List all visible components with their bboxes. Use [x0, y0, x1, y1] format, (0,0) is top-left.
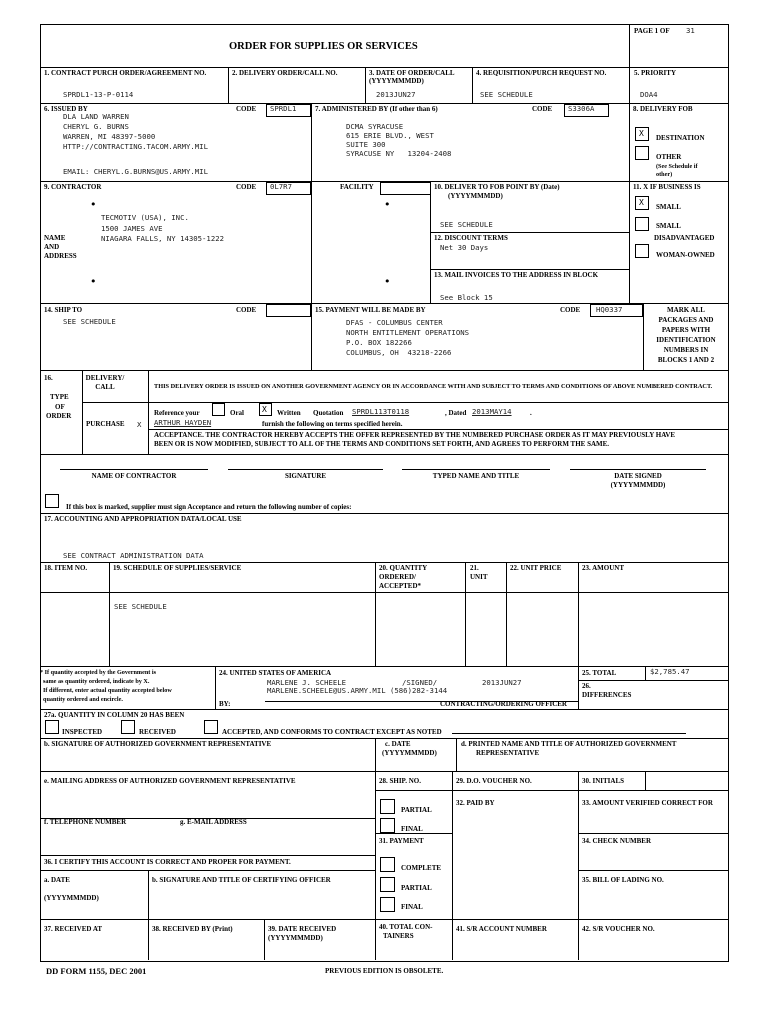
payment-complete-label: COMPLETE	[401, 864, 442, 872]
payment-partial-checkbox[interactable]	[380, 877, 395, 892]
inspected-label: INSPECTED	[62, 728, 103, 736]
address-bullet-top-right: •	[384, 198, 391, 211]
issued-by-label: 6. ISSUED BY	[44, 105, 88, 113]
contractor-code-label: CODE	[236, 183, 257, 191]
purchase-label: PURCHASE	[86, 420, 125, 428]
printed-name-label-1: d. PRINTED NAME AND TITLE OF AUTHORIZED GOVERNMENT	[461, 740, 677, 748]
facility-label: FACILITY	[340, 183, 374, 191]
received-by-label: 38. RECEIVED BY (Print)	[152, 925, 233, 933]
block-16-number: 16.	[44, 374, 53, 382]
dated-value: 2013MAY14	[472, 407, 512, 416]
administered-line-3: SUITE 300	[346, 140, 386, 149]
contractor-code-value: 0L7R7	[270, 182, 292, 191]
address-bullet-bottom-right: •	[384, 275, 391, 288]
business-label: 11. X IF BUSINESS IS	[633, 183, 701, 191]
payment-line-4: COLUMBUS, OH 43218-2266	[346, 348, 452, 357]
c-date-format: (YYYYMMMDD)	[382, 749, 437, 757]
invoices-value: See Block 15	[440, 293, 493, 302]
other-checkbox[interactable]	[635, 146, 649, 160]
ship-final-label: FINAL	[401, 825, 423, 833]
payment-partial-label: PARTIAL	[401, 884, 432, 892]
address-label: ADDRESS	[44, 252, 77, 260]
ship-to-code-label: CODE	[236, 306, 257, 314]
order-date-label: 3. DATE OF ORDER/CALL	[369, 69, 455, 77]
destination-label: DESTINATION	[656, 134, 705, 142]
destination-checkbox[interactable]	[635, 127, 649, 141]
other-note-1: (See Schedule if	[656, 163, 698, 170]
payment-31-label: 31. PAYMENT	[379, 837, 424, 845]
received-checkbox[interactable]	[121, 720, 135, 734]
page-total: 31	[686, 26, 695, 35]
requisition-label: 4. REQUISITION/PURCH REQUEST NO.	[476, 69, 607, 77]
usa-label: 24. UNITED STATES OF AMERICA	[219, 669, 332, 677]
initials-label: 30. INITIALS	[582, 777, 625, 785]
page-label: PAGE 1 OF	[634, 27, 670, 35]
name-label: NAME	[44, 234, 66, 242]
quantity-label-3: ACCEPTED*	[379, 582, 422, 590]
differences-label-2: DIFFERENCES	[582, 691, 632, 699]
quotation-label: Quotation	[313, 409, 344, 417]
amount-label: 23. AMOUNT	[582, 564, 624, 572]
discount-label: 12. DISCOUNT TERMS	[434, 234, 508, 242]
officer-date: 2013JUN27	[482, 678, 522, 687]
contracting-officer-label: CONTRACTING/ORDERING OFFICER	[440, 700, 567, 708]
contractor-name-label: NAME OF CONTRACTOR	[91, 472, 177, 480]
inspected-checkbox[interactable]	[45, 720, 59, 734]
payment-code-value: HQ0337	[596, 305, 623, 314]
payment-complete-checkbox[interactable]	[380, 857, 395, 872]
administered-line-4: SYRACUSE NY 13204-2408	[346, 149, 452, 158]
quantity-column-label: 27a. QUANTITY IN COLUMN 20 HAS BEEN	[44, 711, 185, 719]
ship-to-label: 14. SHIP TO	[44, 306, 83, 314]
administered-code-label: CODE	[532, 105, 553, 113]
written-label: Written	[277, 409, 301, 417]
reference-label: Reference your	[154, 409, 200, 417]
received-at-label: 37. RECEIVED AT	[44, 925, 103, 933]
purchase-mark: X	[137, 420, 142, 429]
order-label: ORDER	[46, 412, 72, 420]
signature-label: SIGNATURE	[284, 472, 327, 480]
type-label: TYPE	[50, 393, 69, 401]
of-label: OF	[55, 403, 65, 411]
ship-to-value: SEE SCHEDULE	[63, 317, 116, 326]
contractor-line-3: NIAGARA FALLS, NY 14305-1222	[101, 234, 225, 243]
officer-signed: /SIGNED/	[402, 678, 438, 687]
certifying-officer-label: b. SIGNATURE AND TITLE OF CERTIFYING OFFICER	[152, 876, 331, 884]
mark-all-line-2: PACKAGES AND	[658, 316, 714, 324]
received-label: RECEIVED	[139, 728, 176, 736]
other-label: OTHER	[656, 153, 682, 161]
deliver-to-value: SEE SCHEDULE	[440, 220, 493, 229]
paid-by-label: 32. PAID BY	[456, 799, 495, 807]
ship-no-label: 28. SHIP. NO.	[379, 777, 421, 785]
a-date-label: a. DATE	[44, 876, 70, 884]
administered-by-label: 7. ADMINISTERED BY (If other than 6)	[315, 105, 438, 113]
typed-name-label: TYPED NAME AND TITLE	[432, 472, 520, 480]
call-label: CALL	[95, 383, 115, 391]
total-containers-label-1: 40. TOTAL CON-	[379, 923, 433, 931]
date-signed-label: DATE SIGNED	[614, 472, 662, 480]
issued-line-2: CHERYL G. BURNS	[63, 122, 129, 131]
priority-label: 5. PRIORITY	[634, 69, 677, 77]
disadvantaged-label-2: DISADVANTAGED	[654, 234, 715, 242]
quantity-label-2: ORDERED/	[379, 573, 416, 581]
schedule-label: 19. SCHEDULE OF SUPPLIES/SERVICE	[113, 564, 242, 572]
person-value: ARTHUR HAYDEN	[154, 418, 212, 427]
footnote-line-4: quantity ordered and encircle.	[43, 696, 123, 703]
email-address-label: g. E-MAIL ADDRESS	[180, 818, 247, 826]
deliver-to-format: (YYYYMMMDD)	[448, 192, 503, 200]
issued-line-4: HTTP://CONTRACTING.TACOM.ARMY.MIL	[63, 142, 208, 151]
oral-checkbox[interactable]	[212, 403, 225, 416]
form-title: ORDER FOR SUPPLIES OR SERVICES	[229, 41, 418, 52]
contract-label: 1. CONTRACT PURCH ORDER/AGREEMENT NO.	[44, 69, 207, 77]
contract-number: SPRDL1-13-P-0114	[63, 90, 134, 99]
telephone-label: f. TELEPHONE NUMBER	[44, 818, 127, 826]
issued-email: EMAIL: CHERYL.G.BURNS@US.ARMY.MIL	[63, 167, 208, 176]
requisition-value: SEE SCHEDULE	[480, 90, 533, 99]
accounting-value: SEE CONTRACT ADMINISTRATION DATA	[63, 551, 204, 560]
unit-price-label: 22. UNIT PRICE	[510, 564, 562, 572]
check-number-label: 34. CHECK NUMBER	[582, 837, 652, 845]
item-no-label: 18. ITEM NO.	[44, 564, 88, 572]
bill-of-lading-label: 35. BILL OF LADING NO.	[582, 876, 664, 884]
furnish-text: furnish the following on terms specified herein.	[262, 420, 403, 428]
small-label: SMALL	[656, 203, 681, 211]
woman-owned-label: WOMAN-OWNED	[656, 251, 715, 259]
delivery-fob-label: 8. DELIVERY FOB	[633, 105, 693, 113]
delivery-order-label: 2. DELIVERY ORDER/CALL NO.	[232, 69, 338, 77]
mark-all-line-3: PAPERS WITH	[661, 326, 711, 334]
quotation-value: SPRDL113T0118	[352, 407, 410, 416]
issued-code-label: CODE	[236, 105, 257, 113]
sr-account-label: 41. S/R ACCOUNT NUMBER	[456, 925, 547, 933]
address-bullet-bottom-left: •	[90, 275, 97, 288]
total-containers-label-2: TAINERS	[383, 932, 414, 940]
a-date-format: (YYYYMMMDD)	[44, 894, 99, 902]
copies-checkbox[interactable]	[45, 494, 59, 508]
schedule-value: SEE SCHEDULE	[114, 602, 167, 611]
form-id: DD FORM 1155, DEC 2001	[46, 966, 147, 976]
rep-signature-label: b. SIGNATURE OF AUTHORIZED GOVERNMENT REPRESENTATIVE	[44, 740, 272, 748]
acceptance-text-2: BEEN OR IS NOW MODIFIED, SUBJECT TO ALL OF THE TERMS AND CONDITIONS SET FORTH, AND AGREES TO PERFORM THE SAME.	[154, 440, 610, 448]
delivery-label: DELIVERY/	[85, 374, 125, 382]
contractor-line-2: 1500 JAMES AVE	[101, 224, 163, 233]
accepted-checkbox[interactable]	[204, 720, 218, 734]
acceptance-text-1: ACCEPTANCE. THE CONTRACTOR HEREBY ACCEPTS THE OFFER REPRESENTED BY THE NUMBERED PURCHASE ORDER AS IT MAY PREVIOUSLY HAVE	[154, 431, 676, 439]
payment-final-checkbox[interactable]	[380, 897, 395, 912]
issued-line-3: WARREN, MI 48397-5000	[63, 132, 156, 141]
other-note-2: other)	[656, 171, 673, 178]
discount-value: Net 30 Days	[440, 243, 489, 252]
order-date-format: (YYYYMMMDD)	[369, 77, 424, 85]
contractor-label: 9. CONTRACTOR	[44, 183, 102, 191]
unit-label-2: UNIT	[470, 573, 488, 581]
c-date-label: c. DATE	[385, 740, 411, 748]
administered-line-2: 615 ERIE BLVD., WEST	[346, 131, 434, 140]
ship-final-checkbox[interactable]	[380, 818, 395, 833]
payment-line-2: NORTH ENTITLEMENT OPERATIONS	[346, 328, 470, 337]
footnote-line-3: If different, enter actual quantity accepted below	[43, 687, 172, 694]
mailing-address-label: e. MAILING ADDRESS OF AUTHORIZED GOVERNMENT REPRESENTATIVE	[44, 777, 296, 785]
accounting-label: 17. ACCOUNTING AND APPROPRIATION DATA/LOCAL USE	[44, 515, 242, 523]
footnote-line-2: same as quantity ordered, indicate by X.	[43, 678, 150, 685]
ship-partial-label: PARTIAL	[401, 806, 432, 814]
differences-label-1: 26.	[582, 682, 591, 690]
administered-line-1: DCMA SYRACUSE	[346, 122, 404, 131]
mark-all-line-6: BLOCKS 1 AND 2	[657, 356, 715, 364]
small-checkbox[interactable]	[635, 196, 649, 210]
payment-final-label: FINAL	[401, 903, 423, 911]
disadvantaged-checkbox[interactable]	[635, 217, 649, 231]
disadvantaged-label-1: SMALL	[656, 222, 681, 230]
delivery-order-text: THIS DELIVERY ORDER IS ISSUED ON ANOTHER GOVERNMENT AGENCY OR IN ACCORDANCE WITH AND SUBJECT TO TERMS AND CONDITIONS OF ABOVE NUMBERED CONTRACT.	[154, 383, 713, 390]
dated-period: .	[530, 409, 532, 417]
deliver-to-label: 10. DELIVER TO FOB POINT BY (Date)	[434, 183, 560, 191]
oral-label: Oral	[230, 409, 244, 417]
date-received-label-1: 39. DATE RECEIVED	[268, 925, 337, 933]
certify-label: 36. I CERTIFY THIS ACCOUNT IS CORRECT AND PROPER FOR PAYMENT.	[44, 858, 291, 866]
invoices-label: 13. MAIL INVOICES TO THE ADDRESS IN BLOCK	[434, 271, 599, 279]
total-value: $2,785.47	[650, 667, 690, 676]
officer-name: MARLENE J. SCHEELE	[267, 678, 347, 687]
woman-owned-checkbox[interactable]	[635, 244, 649, 258]
order-date-value: 2013JUN27	[376, 90, 416, 99]
obsolete-note: PREVIOUS EDITION IS OBSOLETE.	[325, 967, 444, 975]
payment-line-1: DFAS - COLUMBUS CENTER	[346, 318, 443, 327]
issued-line-1: DLA LAND WARREN	[63, 112, 129, 121]
administered-code-value: S3306A	[568, 104, 595, 113]
copies-note: If this box is marked, supplier must sign Acceptance and return the following number of copies:	[66, 503, 352, 511]
total-label: 25. TOTAL	[582, 669, 617, 677]
mark-all-line-1: MARK ALL	[667, 306, 705, 314]
destination-mark: X	[639, 129, 644, 138]
dated-label: , Dated	[445, 409, 467, 417]
amount-verified-label: 33. AMOUNT VERIFIED CORRECT FOR	[582, 799, 713, 807]
written-mark: X	[262, 405, 267, 414]
small-mark: X	[639, 198, 644, 207]
issued-code-value: SPRDL1	[270, 104, 297, 113]
do-voucher-label: 29. D.O. VOUCHER NO.	[456, 777, 532, 785]
contractor-line-1: TECMOTIV (USA), INC.	[101, 213, 189, 222]
unit-label-1: 21.	[470, 564, 479, 572]
payment-code-label: CODE	[560, 306, 581, 314]
payment-line-3: P.O. BOX 182266	[346, 338, 412, 347]
by-label: BY:	[219, 700, 231, 708]
and-label: AND	[44, 243, 60, 251]
printed-name-label-2: REPRESENTATIVE	[476, 749, 540, 757]
priority-value: DOA4	[640, 90, 658, 99]
footnote-line-1: * If quantity accepted by the Government is	[40, 669, 157, 676]
payment-label: 15. PAYMENT WILL BE MADE BY	[315, 306, 426, 314]
mark-all-line-5: NUMBERS IN	[663, 346, 709, 354]
sr-voucher-label: 42. S/R VOUCHER NO.	[582, 925, 655, 933]
quantity-label-1: 20. QUANTITY	[379, 564, 428, 572]
written-checkbox[interactable]	[259, 403, 272, 416]
address-bullet-top-left: •	[90, 198, 97, 211]
officer-contact: MARLENE.SCHEELE@US.ARMY.MIL (586)282-3144	[267, 686, 448, 695]
accepted-label: ACCEPTED, AND CONFORMS TO CONTRACT EXCEPT AS NOTED	[222, 728, 442, 736]
mark-all-line-4: IDENTIFICATION	[656, 336, 716, 344]
date-signed-format: (YYYYMMMDD)	[610, 481, 666, 489]
ship-partial-checkbox[interactable]	[380, 799, 395, 814]
date-received-label-2: (YYYYMMMDD)	[268, 934, 323, 942]
